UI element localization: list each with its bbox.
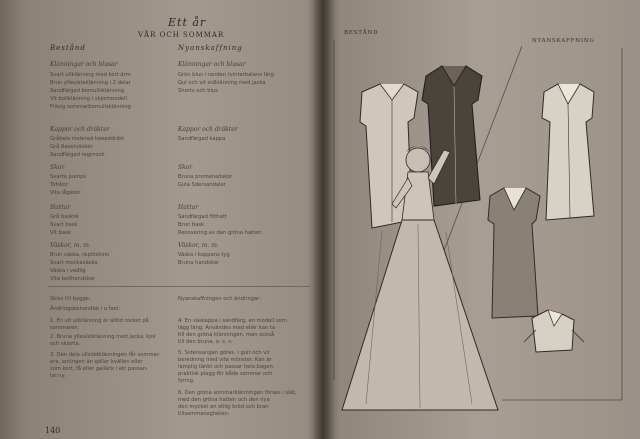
text-line: Klänningar och blusar bbox=[178, 61, 246, 68]
text-line: Sandfärgad filthatt bbox=[178, 214, 227, 220]
text-line: fyring. bbox=[178, 378, 195, 384]
text-line: Hattar bbox=[178, 204, 199, 211]
text-line: Fräsig sommarbomullsklänning bbox=[50, 104, 131, 110]
text-line: Brun väska, reptilskinn bbox=[50, 252, 110, 258]
label-nyanskaffning: NYANSKAFFNING bbox=[532, 38, 595, 44]
text-line: Kappor och dräkter bbox=[50, 126, 110, 133]
text-line: tillsammansgheten. bbox=[178, 411, 230, 417]
text-line: till den gröna klänningen, men också bbox=[178, 332, 275, 338]
text-line: 5. Sidensangen göres, i gult och vit bbox=[178, 350, 270, 356]
text-line: 2. Bruna ylleulstklänning med jacka, kjol bbox=[50, 334, 156, 340]
text-line: sommaren. bbox=[50, 325, 80, 331]
text-line: Väska i kappans tyg bbox=[178, 252, 230, 258]
text-line: Sandfärgad regnrock bbox=[50, 152, 105, 158]
text-line: Skor bbox=[50, 164, 65, 171]
text-line: 1. En vit ullklänning är alltid rocket på bbox=[50, 318, 149, 324]
text-line: Bruna promenadskor bbox=[178, 174, 233, 180]
text-line: Sandfärgad kappa bbox=[178, 136, 226, 142]
text-line: Skiss till bygge: bbox=[50, 296, 91, 302]
text-line: Klänningar och blusar bbox=[50, 61, 118, 68]
page-number: 140 bbox=[45, 426, 61, 435]
text-line: Svart mockaväska bbox=[50, 260, 98, 266]
text-line: praktisk plagg för både sommar och bbox=[178, 371, 273, 377]
text-line: Nyanskaffningen och ändringar: bbox=[178, 296, 262, 302]
text-line: Shorts och blus bbox=[178, 88, 218, 94]
text-line: Hattar bbox=[50, 204, 71, 211]
page-subtitle: VÅR OCH SOMMAR bbox=[138, 31, 225, 39]
text-line: Brun bask bbox=[178, 222, 205, 228]
text-line: Vit bask bbox=[50, 230, 71, 236]
text-line: den mycket en stilig bröd och bran bbox=[178, 404, 269, 410]
text-line: Vita bollhandskar bbox=[50, 276, 96, 282]
text-line: Väskor, m. m. bbox=[178, 242, 219, 249]
text-line: och skjorta. bbox=[50, 341, 81, 347]
text-line: era, antingen än gällar kvällen eller bbox=[50, 359, 143, 365]
page-title: Ett år bbox=[168, 16, 207, 29]
text-line: beredning med vita mönster. Kan är bbox=[178, 357, 272, 363]
text-line: Brun ylleulsteklänning i 2 delar bbox=[50, 80, 131, 86]
text-line: 6. Den gröna sommarklänningen förses i slät, bbox=[178, 390, 297, 396]
text-line: Vit bollklänning i skjortmodell bbox=[50, 96, 127, 102]
coat-light bbox=[542, 84, 594, 220]
label-bestand: BESTÅND bbox=[344, 30, 379, 36]
text-line: Gul och vit sidklänning med jacka bbox=[178, 80, 266, 86]
text-line: Skor bbox=[178, 164, 193, 171]
section-divider bbox=[48, 286, 310, 287]
text-line: Grå basksk bbox=[50, 214, 79, 220]
text-line: lämplig tänkt och passar hela bagen, bbox=[178, 364, 275, 370]
fashion-illustration bbox=[322, 0, 640, 439]
text-line: till den bruna, o. s. v. bbox=[178, 339, 233, 345]
text-line: Väska i vadlig bbox=[50, 268, 86, 274]
text-line: Gråbeis melerad tweeddräkt bbox=[50, 136, 125, 142]
text-line: Sandfärgad bomullsklänning bbox=[50, 88, 125, 94]
text-line: Väskor, m. m. bbox=[50, 242, 91, 249]
text-line: Svart bask bbox=[50, 222, 78, 228]
text-line: tal ny. bbox=[50, 373, 66, 379]
head bbox=[406, 148, 430, 172]
text-line: Svart ullklänning med kort ärm bbox=[50, 72, 131, 78]
text-line: Ändringsbehandlat i o.fast: bbox=[50, 306, 121, 312]
coat-dark bbox=[422, 66, 482, 206]
text-line: Grå Rasetväskor bbox=[50, 144, 93, 150]
text-line: Bruna handskar bbox=[178, 260, 220, 266]
text-line: 4. En väskappa i sandfärg, en modell som bbox=[178, 318, 287, 324]
text-line: Vita lågskor bbox=[50, 190, 81, 196]
text-line: lägg läng. Användes med eller kan ta bbox=[178, 325, 276, 331]
text-line: med den gröna hatten och den nya bbox=[178, 397, 270, 403]
column-head-nyanskaffning: Nyanskaffning bbox=[178, 44, 243, 52]
two-piece-dress bbox=[488, 188, 540, 318]
text-line: 3. Den dela ullsiddklänningen får sommar- bbox=[50, 352, 161, 358]
text-line: Grön blus i randen (vinterbalans färg bbox=[178, 72, 274, 78]
text-line: Svarta pumps bbox=[50, 174, 87, 180]
text-line: Tofskor bbox=[50, 182, 69, 188]
text-line: som kort, få eller galläck i ett passan- bbox=[50, 366, 148, 372]
text-line: Kappor och dräkter bbox=[178, 126, 238, 133]
text-line: Gula Sdersandaler bbox=[178, 182, 226, 188]
column-head-bestand: Bestånd bbox=[50, 44, 86, 52]
text-line: Recovering av den gröna hatten bbox=[178, 230, 262, 236]
